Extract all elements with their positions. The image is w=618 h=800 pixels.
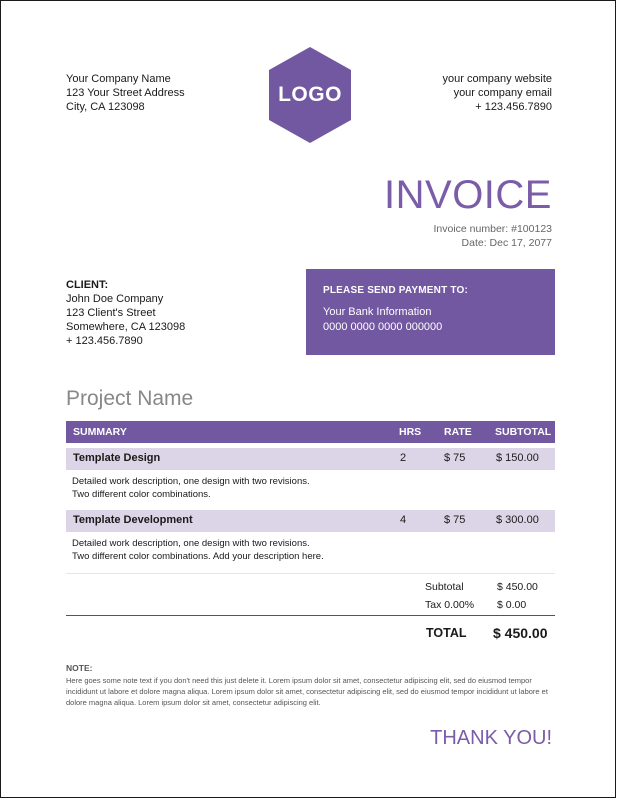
company-website: your company website	[442, 73, 552, 85]
logo	[265, 45, 355, 145]
subtotal-label: Subtotal	[425, 581, 464, 593]
subtotal-value: $ 450.00	[497, 581, 538, 593]
total-label: TOTAL	[426, 626, 467, 640]
item-desc-line: Two different color combinations. Add your description here.	[72, 551, 324, 562]
company-contact	[443, 72, 552, 114]
payment-account: 0000 0000 0000 000000	[323, 321, 443, 333]
item-description	[72, 537, 324, 563]
client-name: John Doe Company	[66, 293, 164, 305]
payment-heading: PLEASE SEND PAYMENT TO:	[323, 285, 468, 296]
item-subtotal: $ 300.00	[496, 514, 539, 526]
item-desc-line: Detailed work description, one design with two revisions.	[72, 476, 310, 487]
company-name: Your Company Name	[66, 73, 171, 85]
header-subtotal: SUBTOTAL	[495, 426, 552, 438]
table-row	[66, 448, 555, 470]
item-rate: $ 75	[444, 514, 466, 526]
tax-value: $ 0.00	[497, 599, 527, 611]
total-value: $ 450.00	[493, 625, 548, 641]
invoice-date: Date: Dec 17, 2077	[461, 237, 552, 249]
logo-text: LOGO	[278, 83, 342, 106]
item-description	[72, 475, 310, 501]
item-name: Template Development	[73, 514, 193, 526]
note-label: NOTE:	[66, 663, 93, 673]
client-city: Somewhere, CA 123098	[66, 321, 186, 333]
item-subtotal: $ 150.00	[496, 452, 539, 464]
tax-label: Tax 0.00%	[425, 599, 475, 611]
header-hrs: HRS	[399, 426, 422, 438]
header-rate: RATE	[444, 426, 472, 438]
payment-box	[306, 269, 555, 355]
project-name: Project Name	[66, 387, 194, 410]
divider	[66, 573, 555, 574]
payment-bank: Your Bank Information	[323, 306, 432, 318]
client-label: CLIENT:	[66, 279, 109, 291]
invoice-number: Invoice number: #100123	[433, 223, 552, 235]
client-info	[66, 278, 185, 348]
item-hrs: 4	[400, 514, 407, 526]
item-desc-line: Two different color combinations.	[72, 489, 211, 500]
header-summary: SUMMARY	[73, 426, 127, 438]
note-text: Here goes some note text if you don't need this just delete it. Lorem ipsum dolor sit amet, consectetur adipiscing elit, sed do eiusmod tempor incididunt ut labore et dolore magna aliqua. Lorem ipsum dolor sit amet, consectetur adipiscing elit, sed do eiusmod tempor incididunt ut labore et dolore magna aliqua. Lorem ipsum dolor sit amet, consectetur adipiscing elit.	[66, 676, 548, 707]
company-email: your company email	[453, 87, 552, 99]
thank-you: THANK YOU!	[430, 727, 552, 749]
company-phone: + 123.456.7890	[475, 101, 552, 113]
company-info	[66, 72, 185, 114]
client-phone: + 123.456.7890	[66, 335, 143, 347]
item-rate: $ 75	[444, 452, 466, 464]
company-address: 123 Your Street Address	[66, 87, 185, 99]
invoice-meta	[434, 222, 553, 250]
table-header	[66, 421, 555, 443]
divider	[66, 615, 555, 616]
table-row	[66, 510, 555, 532]
item-hrs: 2	[400, 452, 407, 464]
company-city: City, CA 123098	[66, 101, 145, 113]
invoice-title: INVOICE	[384, 173, 552, 217]
item-name: Template Design	[73, 452, 161, 464]
item-desc-line: Detailed work description, one design with two revisions.	[72, 538, 310, 549]
client-street: 123 Client's Street	[66, 307, 156, 319]
